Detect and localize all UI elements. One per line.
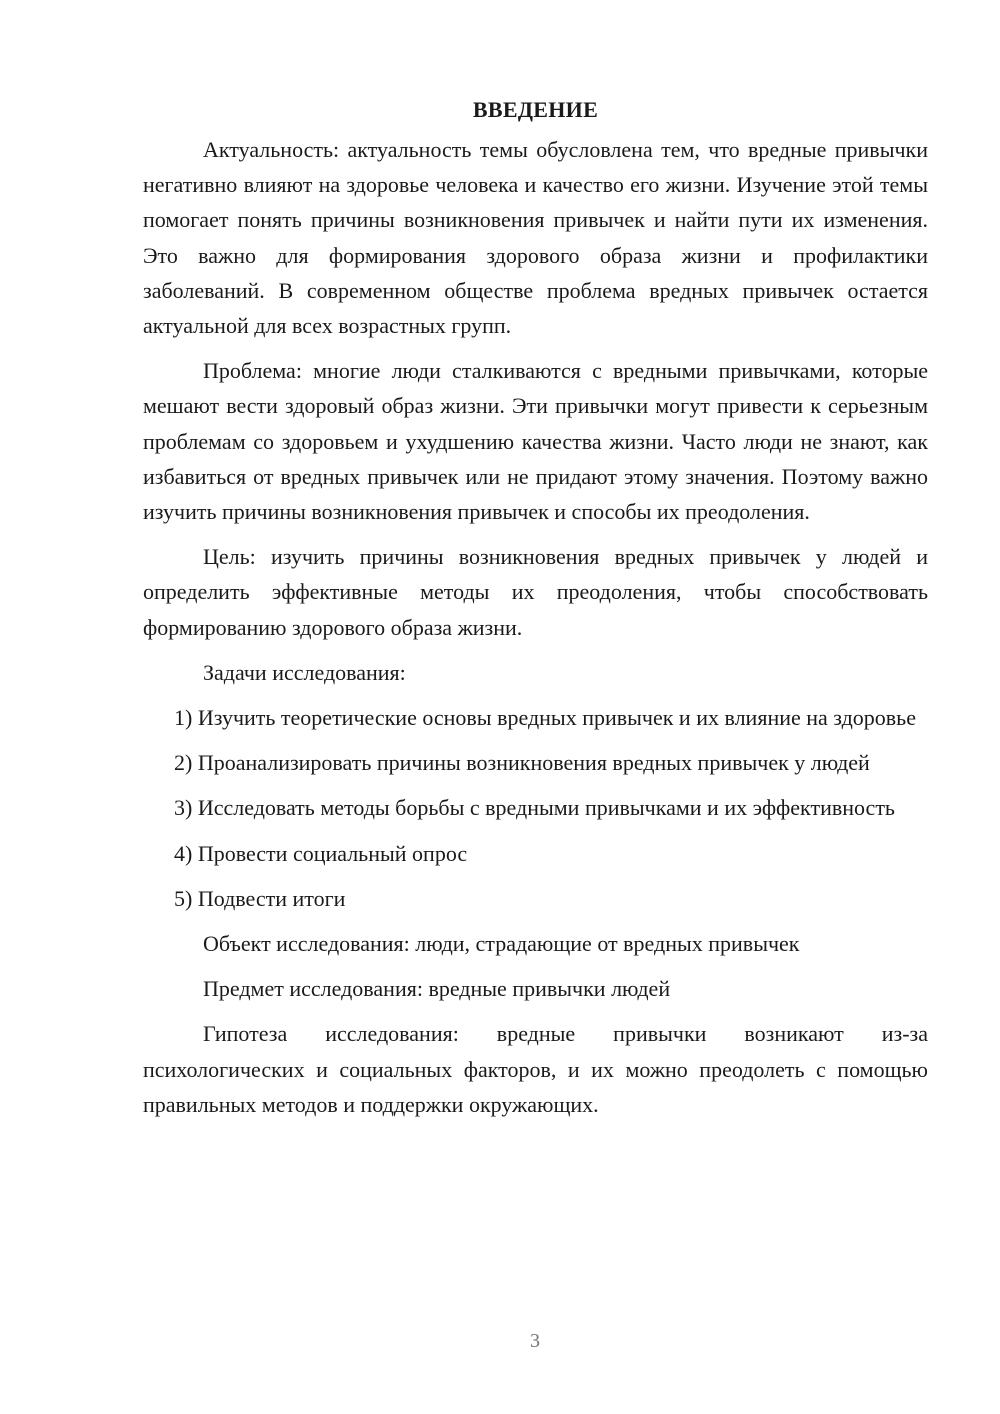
task-item-3: 3) Исследовать методы борьбы с вредными привычками и их эффективность — [174, 795, 895, 821]
paragraph-tasks-heading: Задачи исследования: — [203, 659, 406, 685]
document-page — [143, 92, 928, 1132]
paragraph-problem: Проблема: многие люди сталкиваются с вредными привычками, которые мешают вести здоровый образ жизни. Эти привычки могут привести к серьезным проблемам со здоровьем и ухудшению качества жизни. Часто люди не знают, как избавиться от вредных привычек или не придают этому значения. Поэтому важно изучить причины возникновения привычек и способы их преодоления. — [143, 358, 928, 525]
task-item-2: 2) Проанализировать причины возникновения вредных привычек у людей — [174, 750, 870, 776]
paragraph-subject: Предмет исследования: вредные привычки людей — [203, 976, 671, 1002]
paragraph-goal: Цель: изучить причины возникновения вредных привычек у людей и определить эффективные методы их преодоления, чтобы способствовать формированию здорового образа жизни. — [143, 544, 928, 640]
paragraph-hypothesis: Гипотеза исследования: вредные привычки возникают из-за психологических и социальных факторов, и их можно преодолеть с помощью правильных методов и поддержки окружающих. — [143, 1021, 928, 1117]
task-item-1: 1) Изучить теоретические основы вредных привычек и их влияние на здоровье — [174, 705, 916, 731]
task-item-5: 5) Подвести итоги — [174, 885, 346, 911]
paragraph-relevance: Актуальность: актуальность темы обусловлена тем, что вредные привычки негативно влияют на здоровье человека и качество его жизни. Изучение этой темы помогает понять причины возникновения привычек и найти пути их изменения. Это важно для формирования здорового образа жизни и профилактики заболеваний. В современном обществе проблема вредных привычек остается актуальной для всех возрастных групп. — [143, 137, 928, 339]
page-number: 3 — [530, 1330, 540, 1352]
task-item-4: 4) Провести социальный опрос — [174, 840, 468, 866]
section-title: ВВЕДЕНИЕ — [472, 97, 599, 122]
paragraph-object: Объект исследования: люди, страдающие от вредных привычек — [203, 931, 800, 957]
